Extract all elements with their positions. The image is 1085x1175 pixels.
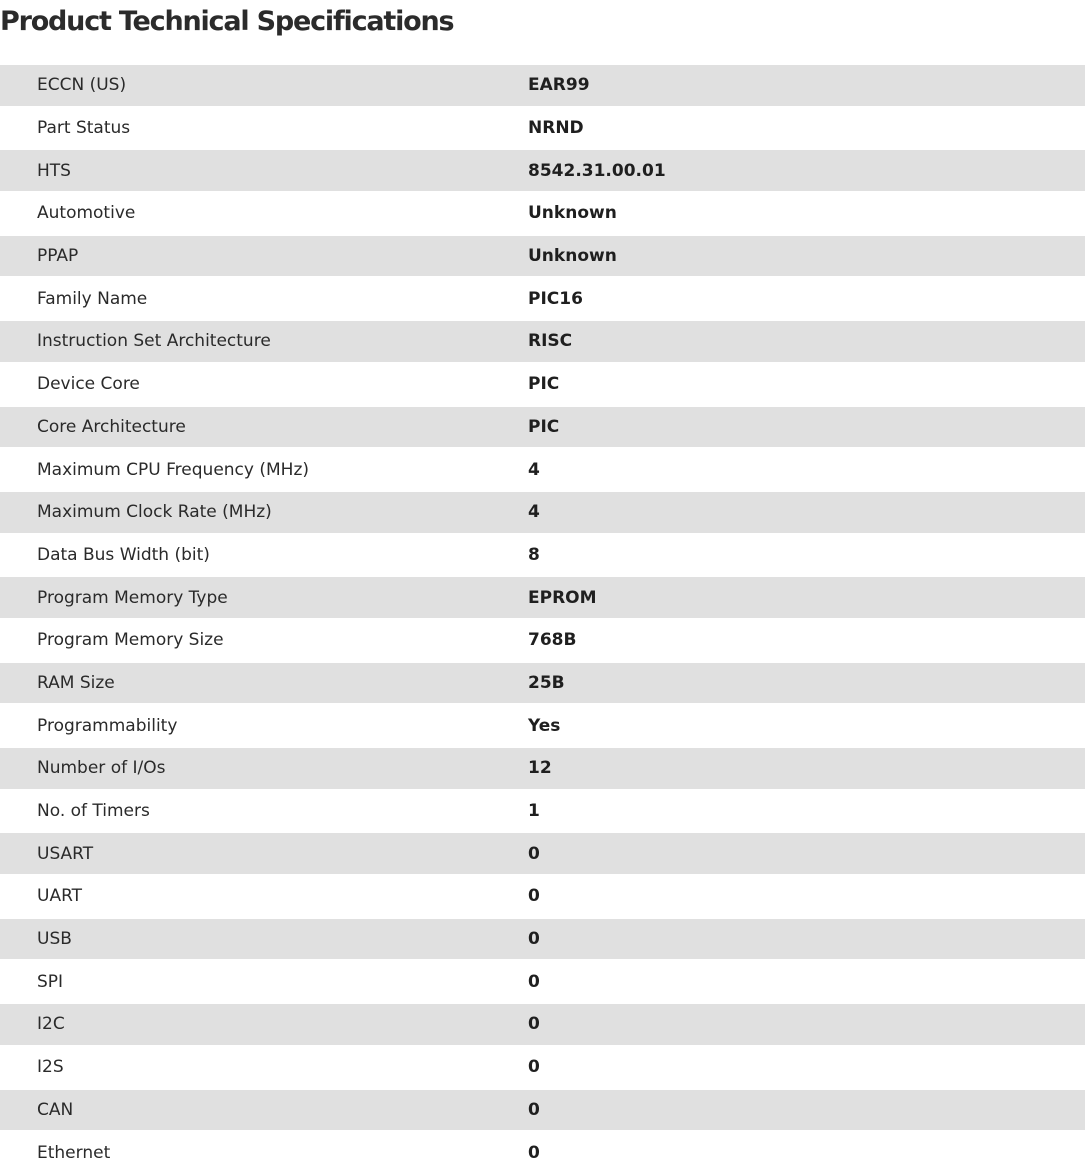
spec-row-max-clock-rate: [0, 492, 1085, 535]
spec-row-spi: [0, 961, 1085, 1004]
spec-value: 0: [528, 971, 540, 992]
spec-label: Instruction Set Architecture: [37, 331, 271, 352]
spec-row-uart: [0, 876, 1085, 919]
spec-value: 0: [528, 886, 540, 907]
spec-row-usb: [0, 919, 1085, 962]
spec-row-usart: [0, 833, 1085, 876]
spec-label: Program Memory Size: [37, 630, 224, 651]
spec-label: Part Status: [37, 118, 131, 139]
spec-value: 8: [528, 544, 540, 565]
spec-row-ethernet: [0, 1132, 1085, 1175]
spec-row-data-bus-width: [0, 535, 1085, 578]
spec-label: PPAP: [37, 246, 79, 267]
spec-row-part-status: [0, 108, 1085, 151]
spec-label: Program Memory Type: [37, 587, 228, 608]
spec-table: [0, 65, 1085, 1175]
spec-value: 4: [528, 502, 540, 523]
spec-value: Yes: [528, 715, 561, 736]
spec-row-i2s: [0, 1047, 1085, 1090]
spec-label: Number of I/Os: [37, 758, 166, 779]
spec-row-automotive: [0, 193, 1085, 236]
spec-value: PIC16: [528, 288, 583, 309]
spec-value: 8542.31.00.01: [528, 160, 666, 181]
spec-row-timers: [0, 791, 1085, 834]
spec-value: 1: [528, 801, 540, 822]
spec-label: SPI: [37, 971, 64, 992]
spec-value: NRND: [528, 118, 584, 139]
spec-value: PIC: [528, 374, 560, 395]
spec-label: Core Architecture: [37, 416, 186, 437]
spec-row-instruction-set: [0, 321, 1085, 364]
spec-row-hts: [0, 150, 1085, 193]
spec-row-eccn: [0, 65, 1085, 108]
page-title: Product Technical Specifications: [0, 6, 454, 37]
spec-label: ECCN (US): [37, 75, 127, 96]
spec-row-number-of-ios: [0, 748, 1085, 791]
spec-value: PIC: [528, 416, 560, 437]
spec-row-ram-size: [0, 663, 1085, 706]
spec-label: Ethernet: [37, 1142, 111, 1163]
spec-row-program-memory-type: [0, 577, 1085, 620]
spec-label: Maximum CPU Frequency (MHz): [37, 459, 309, 480]
spec-row-ppap: [0, 236, 1085, 279]
spec-value: 0: [528, 1057, 540, 1078]
spec-label: UART: [37, 886, 83, 907]
spec-value: EAR99: [528, 75, 590, 96]
spec-label: USB: [37, 929, 72, 950]
spec-value: 0: [528, 843, 540, 864]
spec-value: Unknown: [528, 203, 617, 224]
spec-value: 0: [528, 1142, 540, 1163]
spec-label: I2C: [37, 1014, 65, 1035]
spec-row-max-cpu-frequency: [0, 449, 1085, 492]
spec-value: 0: [528, 929, 540, 950]
spec-row-program-memory-size: [0, 620, 1085, 663]
spec-label: Family Name: [37, 288, 148, 309]
spec-row-i2c: [0, 1004, 1085, 1047]
spec-label: No. of Timers: [37, 801, 150, 822]
spec-value: 12: [528, 758, 552, 779]
spec-label: CAN: [37, 1099, 74, 1120]
spec-label: Programmability: [37, 715, 178, 736]
spec-label: I2S: [37, 1057, 64, 1078]
spec-label: HTS: [37, 160, 71, 181]
spec-value: 0: [528, 1014, 540, 1035]
spec-label: Automotive: [37, 203, 136, 224]
spec-value: 25B: [528, 672, 565, 693]
spec-value: 768B: [528, 630, 577, 651]
spec-row-device-core: [0, 364, 1085, 407]
spec-value: 0: [528, 1099, 540, 1120]
spec-label: Maximum Clock Rate (MHz): [37, 502, 272, 523]
spec-label: RAM Size: [37, 672, 115, 693]
spec-label: USART: [37, 843, 94, 864]
spec-label: Data Bus Width (bit): [37, 544, 210, 565]
spec-value: 4: [528, 459, 540, 480]
spec-row-family-name: [0, 278, 1085, 321]
spec-value: EPROM: [528, 587, 597, 608]
spec-row-can: [0, 1090, 1085, 1133]
spec-value: RISC: [528, 331, 573, 352]
spec-row-programmability: [0, 705, 1085, 748]
spec-label: Device Core: [37, 374, 140, 395]
spec-row-core-architecture: [0, 407, 1085, 450]
spec-value: Unknown: [528, 246, 617, 267]
